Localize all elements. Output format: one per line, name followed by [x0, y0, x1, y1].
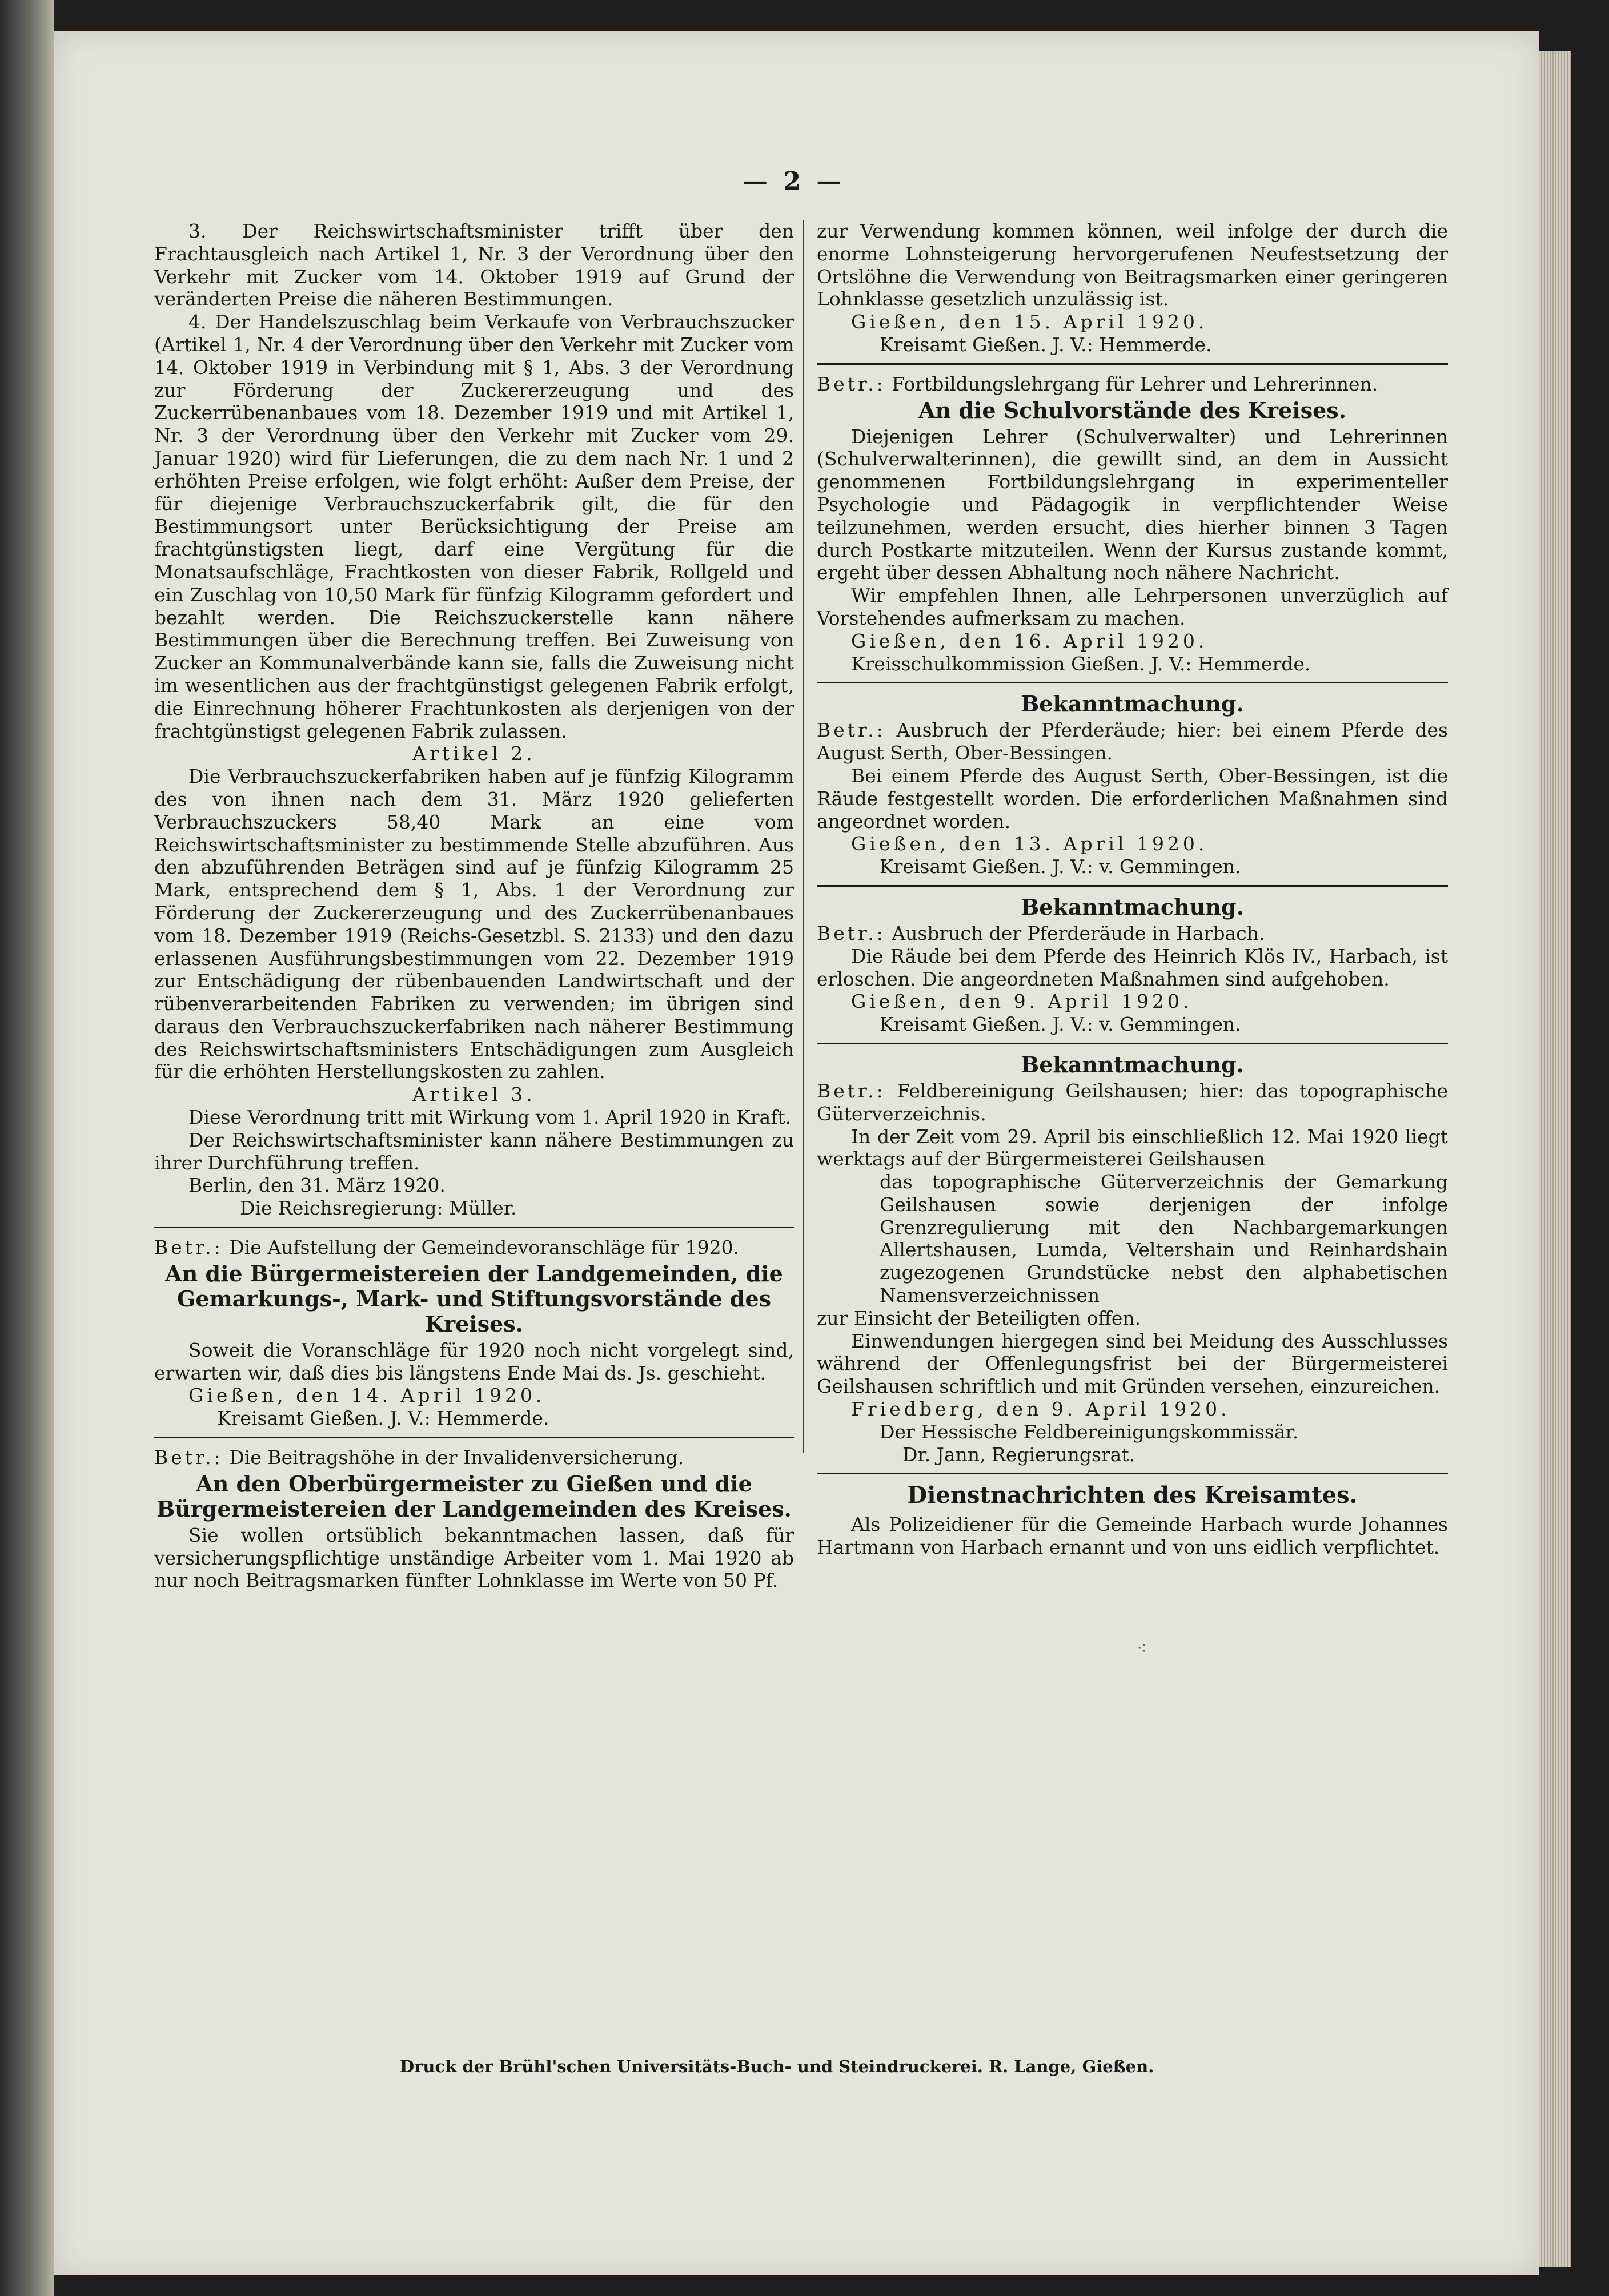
article-3-title: Artikel 3. — [412, 1083, 536, 1106]
page-number: — 2 — — [743, 167, 845, 196]
betr-label: Betr.: — [817, 372, 886, 395]
notice-7-heading: Dienstnachrichten des Kreisamtes. — [907, 1482, 1358, 1509]
betr-label: Betr.: — [154, 1236, 223, 1259]
notice-4-date: Gießen, den 13. April 1920. — [851, 833, 1208, 855]
left-column — [154, 220, 794, 1592]
article-3-text: Diese Verordnung tritt mit Wirkung vom 1. April 1920 in Kraft. — [188, 1106, 792, 1129]
page-stack-edge — [1539, 51, 1571, 2267]
notice-6-text-3: Einwendungen hiergegen sind bei Meidung des Ausschlusses während der Offenlegungsfrist bei der Bürgermeisterei Geilshausen schriftlich und mit Gründen versehen, einzureichen. — [817, 1329, 1448, 1398]
notice-6-subject — [817, 1080, 1448, 1125]
notice-5-signature: Kreisamt Gießen. J. V.: v. Gemmingen. — [880, 1013, 1241, 1036]
ink-mark: ⁖ — [1137, 1639, 1147, 1659]
notice-3-signature: Kreisschulkommission Gießen. J. V.: Hemmerde. — [851, 652, 1311, 675]
notice-1-subject-text: Die Aufstellung der Gemeindevoranschläge für 1920. — [229, 1236, 740, 1259]
book-binding-edge — [0, 0, 54, 2296]
notice-3-text: Diejenigen Lehrer (Schulverwalter) und Lehrerinnen (Schulverwalterinnen), die gewillt sind, an dem in Aussicht genommenen Fortbildungslehrgang in experimenteller Psychologie und Pädagogik in verpflichtender Weise teilzunehmen, werden ersucht, dies hierher binnen 3 Tagen durch Postkarte mitzuteilen. Wenn der Kursus zustande kommt, ergeht über dessen Abhaltung noch nähere Nachricht. — [817, 425, 1448, 584]
column-divider — [803, 220, 804, 1453]
notice-2-subject-text: Die Beitragshöhe in der Invalidenversicherung. — [229, 1446, 684, 1469]
regulation-paragraph-3: 3. Der Reichswirtschaftsminister trifft über den Frachtausgleich nach Artikel 1, Nr. 3 der Verordnung über den Verkehr mit Zucker vom 14. Oktober 1919 auf Grund der veränderten Preise die näheren Bestimmungen. — [154, 220, 794, 311]
notice-4-subject-text: Ausbruch der Pferderäude; hier: bei einem Pferde des August Serth, Ober-Bessingen. — [817, 719, 1448, 765]
notice-3-text-2: Wir empfehlen Ihnen, alle Lehrpersonen unverzüglich auf Vorstehendes aufmerksam zu machen. — [817, 584, 1448, 629]
notice-2-continuation: zur Verwendung kommen können, weil infolge der durch die enorme Lohnsteigerung hervorgerufenen Neufestsetzung der Ortslöhne die Verwendung von Beitragsmarken einer geringeren Lohnklasse gesetzlich unzulässig ist. — [817, 220, 1448, 311]
article-2-title: Artikel 2. — [412, 742, 536, 765]
notice-3-subject — [817, 373, 1448, 396]
betr-label: Betr.: — [154, 1446, 223, 1469]
notice-7-text: Als Polizeidiener für die Gemeinde Harbach wurde Johannes Hartmann von Harbach ernannt und von uns eidlich verpflichtet. — [817, 1513, 1448, 1559]
section-rule — [154, 1437, 794, 1438]
notice-1-heading: An die Bürgermeistereien der Landgemeinden, die Gemarkungs-, Mark- und Stiftungsvorstände des Kreises. — [165, 1260, 783, 1337]
notice-4-text: Bei einem Pferde des August Serth, Ober-Bessingen, ist die Räude festgestellt worden. Die erforderlichen Maßnahmen sind angeordnet worden. — [817, 764, 1448, 833]
right-column — [817, 220, 1448, 1559]
notice-3-heading: An die Schulvorstände des Kreises. — [918, 397, 1346, 423]
regulation-paragraph-4: 4. Der Handelszuschlag beim Verkaufe von Verbrauchszucker (Artikel 1, Nr. 4 der Verordnung über den Verkehr mit Zucker vom 14. Oktober 1919 in Verbindung mit § 1, Abs. 3 der Verordnung zur Förderung der Zuckererzeugung und des Zuckerrübenanbaues vom 18. Dezember 1919 und mit Artikel 1, Nr. 3 der Verordnung über den Verkehr mit Zucker vom 29. Januar 1920) wird für Lieferungen, die zu dem nach Nr. 1 und 2 erhöhten Preise erfolgen, wie folgt erhöht: Außer dem Preise, der für diejenige Verbrauchszuckerfabrik gilt, die für den Bestimmungsort unter Berücksichtigung der Preise am frachtgünstigsten liegt, darf eine Vergütung für die Monatsaufschläge, Frachtkosten von dieser Fabrik, Rollgeld und ein Zuschlag von 10,50 Mark für fünfzig Kilogramm gefordert und bezahlt werden. Die Reichszuckerstelle kann nähere Bestimmungen über die Berechnung treffen. Bei Zuweisung von Zucker an Kommunalverbände kann sie, falls die Zuweisung nicht im wesentlichen aus der frachtgünstigst gelegenen Fabrik erfolgt, die Einrechnung höherer Frachtunkosten als derjenigen von der frachtgünstigst gelegenen Fabrik zulassen. — [154, 311, 794, 742]
article-2-text: Die Verbrauchszuckerfabriken haben auf je fünfzig Kilogramm des von ihnen nach dem 31. März 1920 gelieferten Verbrauchszuckers 58,40 Mark an eine vom Reichswirtschaftsminister zu bestimmende Stelle abzuführen. Aus den abzuführenden Beträgen sind auf je fünfzig Kilogramm 25 Mark, entsprechend dem § 1, Abs. 1 der Verordnung zur Förderung der Zuckererzeugung und des Zuckerrübenanbaues vom 18. Dezember 1919 (Reichs-Gesetzbl. S. 2133) und den dazu erlassenen Ausführungsbestimmungen vom 22. Dezember 1919 zur Entschädigung der rübenbauenden Landwirtschaft und der rübenverarbeitenden Fabriken zu verwenden; im übrigen sind daraus den Verbrauchszuckerfabriken nach näherer Bestimmung des Reichswirtschaftsministers Entschädigungen zum Ausgleich für die erhöhten Herstellungskosten zu zahlen. — [154, 765, 794, 1083]
notice-4-heading: Bekanntmachung. — [1021, 691, 1244, 717]
notice-6-heading: Bekanntmachung. — [1021, 1051, 1244, 1077]
place-date: Berlin, den 31. März 1920. — [188, 1174, 446, 1197]
notice-6-text-2: zur Einsicht der Beteiligten offen. — [817, 1306, 1141, 1329]
notice-4-signature: Kreisamt Gießen. J. V.: v. Gemmingen. — [880, 855, 1241, 878]
notice-5-heading: Bekanntmachung. — [1021, 894, 1244, 920]
notice-5-text: Die Räude bei dem Pferde des Heinrich Klös IV., Harbach, ist erloschen. Die angeordneten Maßnahmen sind aufgehoben. — [817, 944, 1448, 990]
betr-label: Betr.: — [817, 922, 886, 944]
notice-1-signature: Kreisamt Gießen. J. V.: Hemmerde. — [217, 1407, 549, 1430]
notice-3-subject-text: Fortbildungslehrgang für Lehrer und Lehrerinnen. — [892, 372, 1378, 395]
section-rule — [817, 363, 1448, 365]
notice-5-subject — [817, 922, 1448, 945]
notice-2-heading: An den Oberbürgermeister zu Gießen und die Bürgermeistereien der Landgemeinden des Kreises. — [157, 1470, 792, 1522]
notice-3-date: Gießen, den 16. April 1920. — [851, 629, 1208, 652]
notice-2-signature: Kreisamt Gießen. J. V.: Hemmerde. — [880, 333, 1212, 356]
article-3-text-2: Der Reichswirtschaftsminister kann nähere Bestimmungen zu ihrer Durchführung treffen. — [154, 1128, 794, 1174]
notice-2-text: Sie wollen ortsüblich bekanntmachen lassen, daß für versicherungspflichtige unständige Arbeiter vom 1. Mai 1920 ab nur noch Beitragsmarken fünfter Lohnklasse im Werte von 50 Pf. — [154, 1523, 794, 1592]
notice-6-signature-2: Dr. Jann, Regierungsrat. — [902, 1443, 1135, 1466]
section-rule — [817, 1043, 1448, 1044]
section-rule — [154, 1227, 794, 1228]
section-rule — [817, 885, 1448, 887]
notice-1-subject — [154, 1236, 794, 1259]
notice-6-date: Friedberg, den 9. April 1920. — [851, 1398, 1230, 1421]
notice-6-subject-text: Feldbereinigung Geilshausen; hier: das topographische Güterverzeichnis. — [817, 1079, 1448, 1125]
notice-2-subject — [154, 1446, 794, 1469]
government-signature: Die Reichsregierung: Müller. — [240, 1197, 517, 1220]
notice-5-subject-text: Ausbruch der Pferderäude in Harbach. — [892, 922, 1265, 944]
notice-2-date: Gießen, den 15. April 1920. — [851, 311, 1208, 333]
printer-imprint: Druck der Brühl'schen Universitäts-Buch- und Steindruckerei. R. Lange, Gießen. — [400, 2057, 1154, 2076]
betr-label: Betr.: — [817, 1079, 886, 1102]
notice-6-signature-1: Der Hessische Feldbereinigungskommissär. — [880, 1420, 1299, 1443]
section-rule — [817, 1473, 1448, 1474]
notice-1-date: Gießen, den 14. April 1920. — [188, 1384, 545, 1407]
betr-label: Betr.: — [817, 719, 886, 742]
notice-1-text: Soweit die Voranschläge für 1920 noch nicht vorgelegt sind, erwarten wir, daß dies bis längstens Ende Mai ds. Js. geschieht. — [154, 1338, 794, 1384]
notice-6-indented: das topographische Güterverzeichnis der Gemarkung Geilshausen sowie derjenigen der infolge Grenzregulierung mit den Nachbargemarkungen Allertshausen, Lumda, Veltershain und Reinhardshain zugezogenen Grundstücke nebst den alphabetischen Namensverzeichnissen — [880, 1171, 1448, 1307]
notice-5-date: Gießen, den 9. April 1920. — [851, 990, 1193, 1013]
notice-4-subject — [817, 719, 1448, 765]
section-rule — [817, 682, 1448, 683]
notice-6-text: In der Zeit vom 29. April bis einschließlich 12. Mai 1920 liegt werktags auf der Bürgermeisterei Geilshausen — [817, 1125, 1448, 1171]
